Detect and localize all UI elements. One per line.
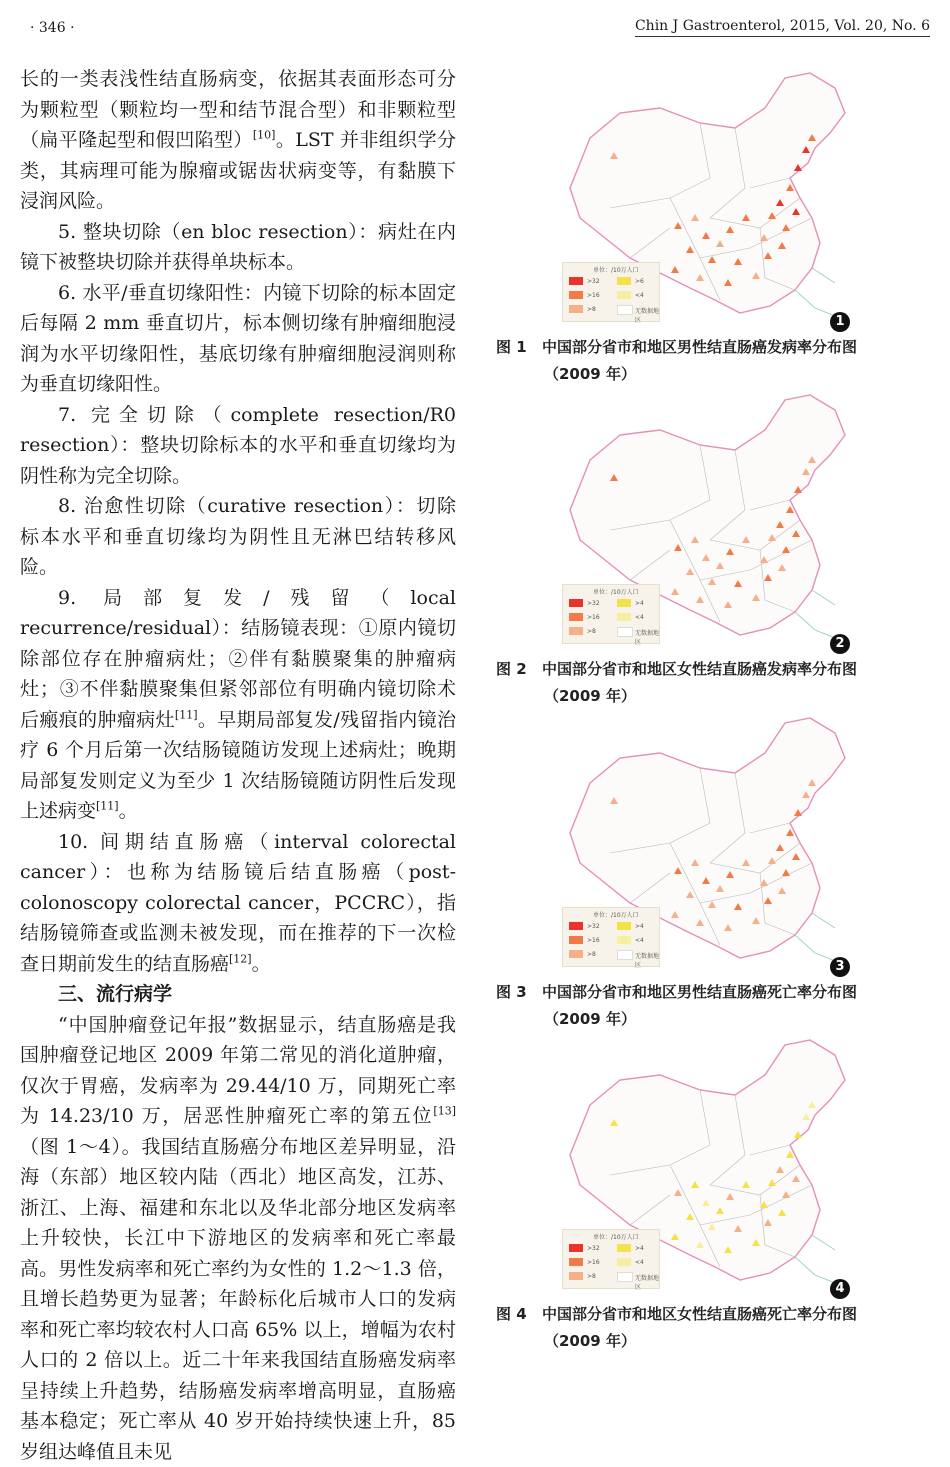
paragraph: “中国肿瘤登记年报”数据显示，结直肠癌是我国肿瘤登记地区 2009 年第二常见的消化道肿瘤，仅次于胃癌，发病率为 29.44/10 万，同期死亡率为 14.23/10 万，居恶性肿瘤死亡率的第五位[13]（图 1～4）。我国结直肠癌分布地区差异明显，沿海（东部）地区较内陆（西北）地区高发，江苏、浙江、上海、福建和东北以及华北部分地区发病率上升较快，长江中下游地区的发病率和死亡率最高。男性发病率和死亡率约为女性的 1.2～1.3 倍，且增长趋势更为显著；年龄标化后城市人口的发病率和死亡率均较农村人口高 65% 以上，增幅为农村人口的 2 倍以上。近二十年来我国结直肠癌发病率呈持续上升趋势，结肠癌发病率增高明显，直肠癌基本稳定；死亡率从 40 岁开始持续快速上升，85 岁组达峰值且未见 <box>20 1010 456 1467</box>
legend-label: >8 <box>587 951 596 958</box>
legend-swatch <box>617 305 633 315</box>
legend-swatch <box>569 950 583 958</box>
paragraph: 8. 治愈性切除（curative resection）：切除标本水平和垂直切缘均为阴性且无淋巴结转移风险。 <box>20 491 456 583</box>
map-legend <box>562 584 660 644</box>
legend-swatch <box>617 1258 631 1266</box>
legend-swatch <box>617 1272 633 1282</box>
legend-swatch <box>617 950 633 960</box>
legend-swatch <box>569 627 583 635</box>
citation-ref: [10] <box>253 129 276 142</box>
legend-swatch <box>569 291 583 299</box>
section-heading: 三、流行病学 <box>20 979 456 1010</box>
legend-label: 无数据地区 <box>635 1273 659 1291</box>
legend-swatch <box>569 1272 583 1280</box>
legend-label: >16 <box>587 1259 600 1266</box>
legend-swatch <box>569 613 583 621</box>
figure-badge: 1 <box>830 312 850 332</box>
legend-swatch <box>569 1258 583 1266</box>
figure-caption: 图 2 中国部分省市和地区女性结直肠癌发病率分布图 （2009 年） <box>496 656 936 710</box>
legend-title: 单位：/10万人口 <box>593 1232 639 1241</box>
citation-ref: [13] <box>433 1105 456 1118</box>
legend-swatch <box>569 936 583 944</box>
map-legend <box>562 262 660 322</box>
legend-label: >32 <box>587 1245 600 1252</box>
figure-caption: 图 4 中国部分省市和地区女性结直肠癌死亡率分布图 （2009 年） <box>496 1301 936 1355</box>
legend-swatch <box>617 277 631 285</box>
legend-label: >4 <box>635 1245 644 1252</box>
legend-swatch <box>569 922 583 930</box>
map-legend <box>562 1229 660 1289</box>
citation-ref: [11] <box>175 708 198 721</box>
legend-swatch <box>617 613 631 621</box>
legend-swatch <box>617 936 631 944</box>
figure-badge: 3 <box>830 957 850 977</box>
page-number: · 346 · <box>30 20 75 36</box>
map-legend <box>562 907 660 967</box>
legend-swatch <box>617 599 631 607</box>
paragraph: 5. 整块切除（en bloc resection）：病灶在内镜下被整块切除并获得单块标本。 <box>20 217 456 278</box>
legend-label: >32 <box>587 923 600 930</box>
legend-swatch <box>569 277 583 285</box>
page-header <box>0 0 950 40</box>
legend-label: <4 <box>635 292 644 299</box>
legend-label: >16 <box>587 292 600 299</box>
citation-ref: [11] <box>96 800 119 813</box>
legend-swatch <box>569 1244 583 1252</box>
legend-title: 单位：/10万人口 <box>593 910 639 919</box>
figure-caption: 图 1 中国部分省市和地区男性结直肠癌发病率分布图 （2009 年） <box>496 334 936 388</box>
paragraph: 7. 完全切除（complete resection/R0 resection）：整块切除标本的水平和垂直切缘均为阴性称为完全切除。 <box>20 400 456 492</box>
paragraph: 长的一类表浅性结直肠病变，依据其表面形态可分为颗粒型（颗粒均一型和结节混合型）和非颗粒型（扁平隆起型和假凹陷型）[10]。LST 并非组织学分类，其病理可能为腺瘤或锯齿状病变等，有黏膜下浸润风险。 <box>20 64 456 217</box>
body-text-column <box>20 64 456 1467</box>
legend-label: >8 <box>587 628 596 635</box>
legend-label: >8 <box>587 306 596 313</box>
legend-title: 单位：/10万人口 <box>593 587 639 596</box>
legend-label: >6 <box>635 278 644 285</box>
legend-label: >4 <box>635 923 644 930</box>
legend-label: 无数据地区 <box>635 951 659 969</box>
legend-label: <4 <box>635 937 644 944</box>
legend-label: >16 <box>587 937 600 944</box>
legend-swatch <box>617 627 633 637</box>
legend-swatch <box>617 291 631 299</box>
legend-label: >8 <box>587 1273 596 1280</box>
legend-label: 无数据地区 <box>635 306 659 324</box>
figure-badge: 4 <box>830 1279 850 1299</box>
legend-label: >32 <box>587 600 600 607</box>
legend-label: <4 <box>635 1259 644 1266</box>
paragraph: 9. 局部复发/残留（local recurrence/residual）：结肠镜表现：①原内镜切除部位存在肿瘤病灶；②伴有黏膜聚集的肿瘤病灶；③不伴黏膜聚集但紧邻部位有明确内镜切除术后瘢痕的肿瘤病灶[11]。早期局部复发/残留指内镜治疗 6 个月后第一次结肠镜随访发现上述病灶；晚期局部复发则定义为至少 1 次结肠镜随访阴性后发现上述病变[11]。 <box>20 583 456 827</box>
legend-swatch <box>617 922 631 930</box>
legend-label: 无数据地区 <box>635 628 659 646</box>
journal-citation: Chin J Gastroenterol, 2015, Vol. 20, No. 6 <box>635 18 930 37</box>
citation-ref: [12] <box>229 952 252 965</box>
legend-label: >16 <box>587 614 600 621</box>
legend-title: 单位：/10万人口 <box>593 265 639 274</box>
paragraph: 6. 水平/垂直切缘阳性：内镜下切除的标本固定后每隔 2 mm 垂直切片，标本侧切缘有肿瘤细胞浸润为水平切缘阳性，基底切缘有肿瘤细胞浸润则称为垂直切缘阳性。 <box>20 278 456 400</box>
legend-label: >32 <box>587 278 600 285</box>
legend-swatch <box>569 599 583 607</box>
figure-caption: 图 3 中国部分省市和地区男性结直肠癌死亡率分布图 （2009 年） <box>496 979 936 1033</box>
legend-label: <4 <box>635 614 644 621</box>
figure-badge: 2 <box>830 634 850 654</box>
paragraph: 10. 间期结直肠癌（interval colorectal cancer）：也称为结肠镜后结直肠癌（post-colonoscopy colorectal cancer，PCCRC），指结肠镜筛查或监测未被发现，而在推荐的下一次检查日期前发生的结直肠癌[12]。 <box>20 827 456 980</box>
legend-swatch <box>617 1244 631 1252</box>
legend-label: >4 <box>635 600 644 607</box>
legend-swatch <box>569 305 583 313</box>
